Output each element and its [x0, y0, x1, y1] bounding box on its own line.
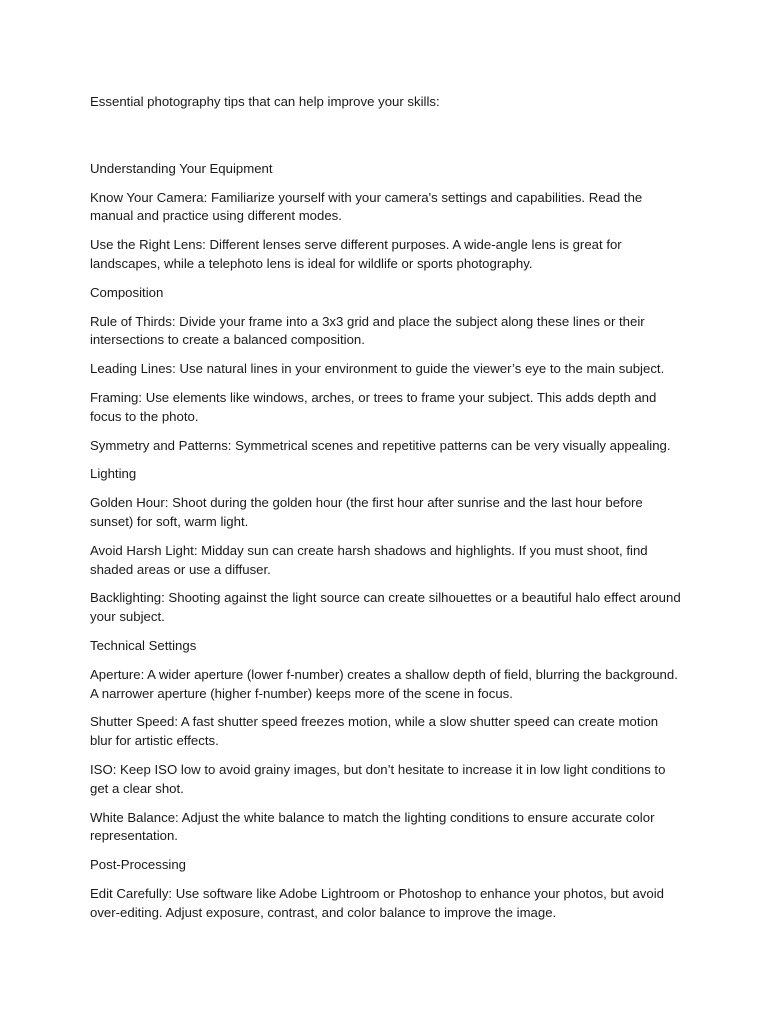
paragraph: Use the Right Lens: Different lenses serve different purposes. A wide-angle lens is great for landscapes, while a telephoto lens is ideal for wildlife or sports photography.	[90, 237, 622, 271]
paragraph: White Balance: Adjust the white balance to match the lighting conditions to ensure accurate color representation.	[90, 809, 655, 844]
document-body	[90, 93, 682, 933]
paragraph: Edit Carefully: Use software like Adobe Lightroom or Photoshop to enhance your photos, but avoid over-editing. Adjust exposure, contrast, and color balance to improve the image.	[90, 885, 664, 920]
document-title: Essential photography tips that can help improve your skills:	[90, 94, 440, 109]
paragraph: Know Your Camera: Familiarize yourself with your camera's settings and capabilities. Read the manual and practice using different modes.	[90, 189, 643, 224]
section-heading-technical-settings: Technical Settings	[90, 637, 197, 653]
paragraph: Golden Hour: Shoot during the golden hour (the first hour after sunrise and the last hour before sunset) for soft, warm light.	[90, 495, 643, 529]
paragraph: Framing: Use elements like windows, arches, or trees to frame your subject. This adds depth and focus to the photo.	[90, 389, 657, 424]
paragraph: Shutter Speed: A fast shutter speed freezes motion, while a slow shutter speed can create motion blur for artistic effects.	[90, 714, 659, 749]
paragraph: Avoid Harsh Light: Midday sun can create harsh shadows and highlights. If you must shoot, find shaded areas or use a diffuser.	[90, 542, 648, 577]
section-heading-equipment: Understanding Your Equipment	[90, 160, 273, 176]
section-heading-post-processing: Post-Processing	[90, 857, 187, 873]
paragraph: ISO: Keep ISO low to avoid grainy images, but don’t hesitate to increase it in low light conditions to get a clear shot.	[90, 761, 666, 796]
paragraph: Rule of Thirds: Divide your frame into a 3x3 grid and place the subject along these lines or their intersections to create a balanced composition.	[90, 313, 645, 348]
paragraph: Leading Lines: Use natural lines in your environment to guide the viewer’s eye to the main subject.	[90, 361, 665, 377]
section-heading-composition: Composition	[90, 284, 164, 300]
paragraph: Aperture: A wider aperture (lower f-number) creates a shallow depth of field, blurring the background. A narrower aperture (higher f-number) keeps more of the scene in focus.	[90, 666, 678, 701]
paragraph: Symmetry and Patterns: Symmetrical scenes and repetitive patterns can be very visually appealing.	[90, 437, 671, 453]
paragraph: Backlighting: Shooting against the light source can create silhouettes or a beautiful halo effect around your subject.	[90, 590, 681, 625]
section-heading-lighting: Lighting	[90, 466, 137, 482]
